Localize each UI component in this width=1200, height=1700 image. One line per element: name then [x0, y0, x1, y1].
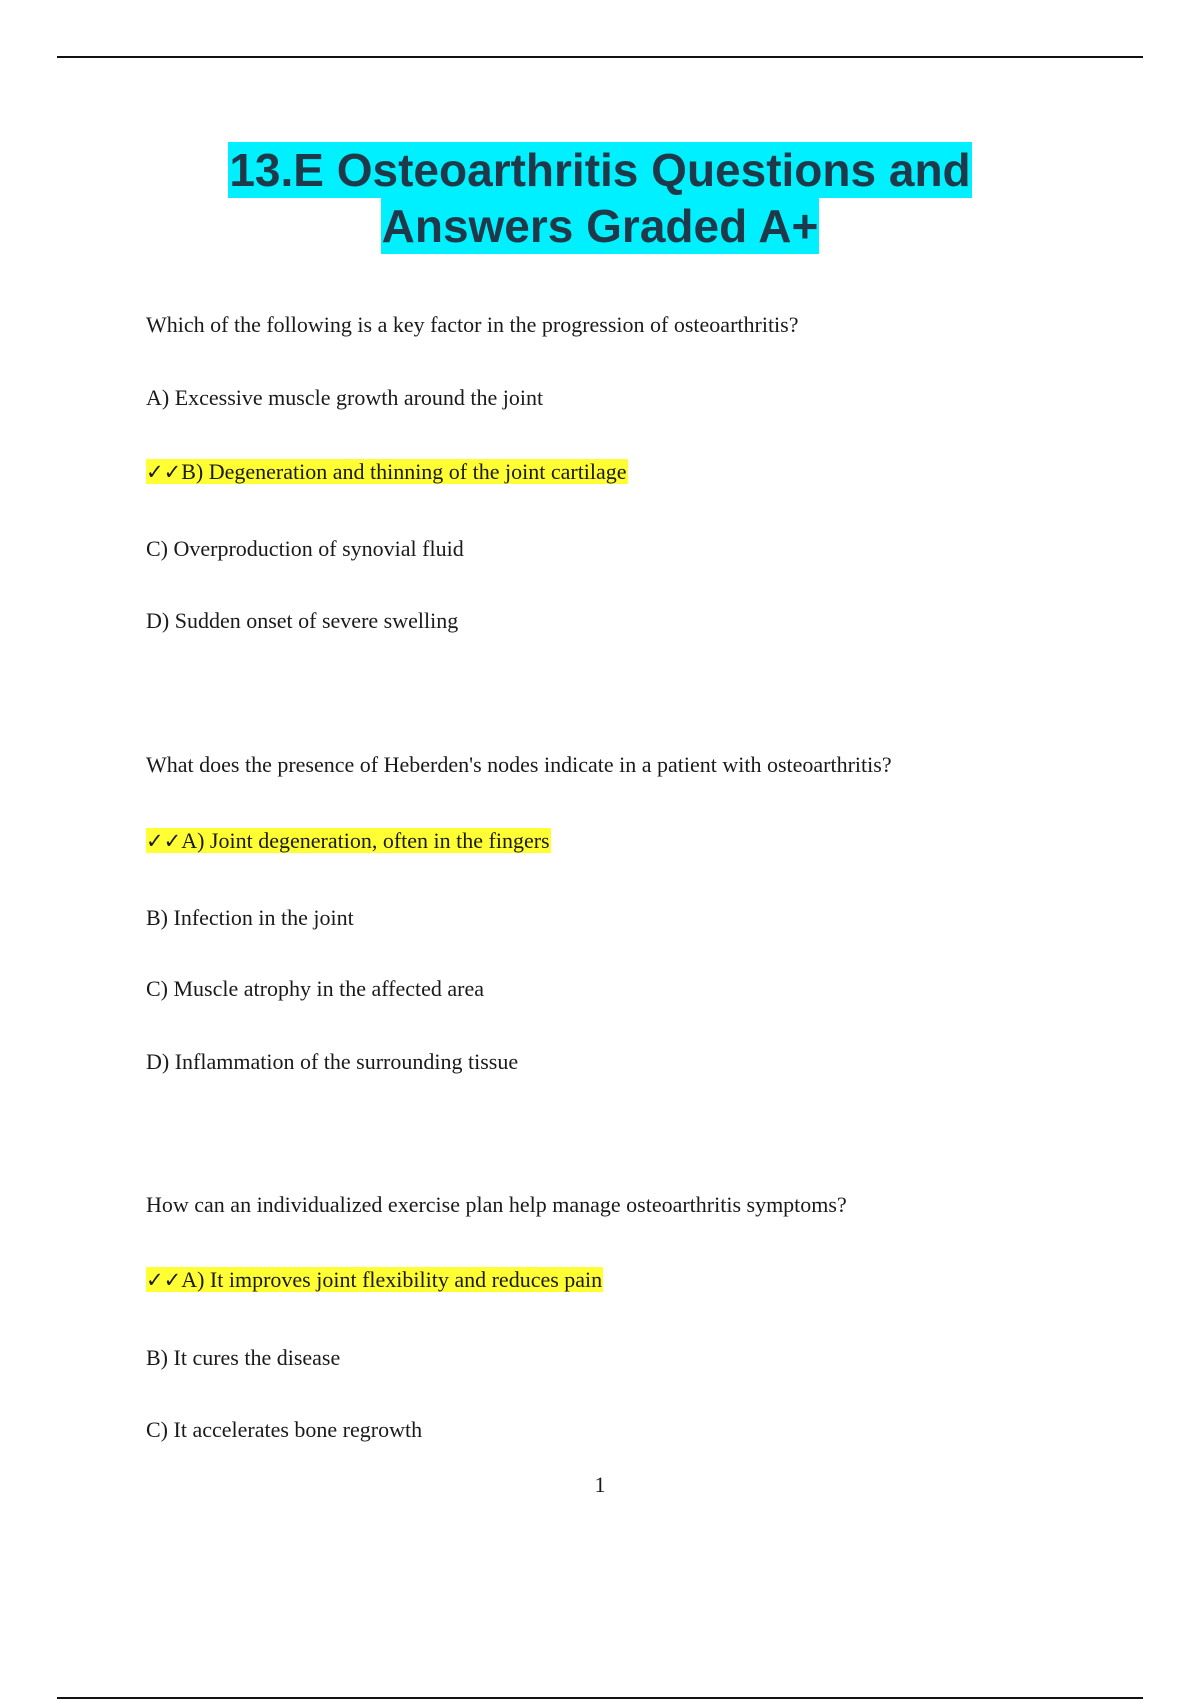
- correct-answer-option: [146, 1266, 603, 1294]
- answer-text: A) Joint degeneration, often in the fingers: [181, 828, 550, 853]
- document-title: [0, 142, 1200, 254]
- answer-option: D) Inflammation of the surrounding tissue: [146, 1049, 519, 1074]
- title-line-1: 13.E Osteoarthritis Questions and: [229, 144, 971, 196]
- answer-option: C) Muscle atrophy in the affected area: [146, 976, 485, 1001]
- check-mark-icon: ✓✓: [146, 460, 182, 484]
- answer-text: B) Degeneration and thinning of the joint cartilage: [181, 459, 627, 484]
- answer-option: B) Infection in the joint: [146, 905, 354, 930]
- bottom-rule: [57, 1697, 1143, 1699]
- answer-highlight: [146, 459, 628, 484]
- answer-option: C) It accelerates bone regrowth: [146, 1417, 423, 1442]
- answer-option: D) Sudden onset of severe swelling: [146, 608, 459, 633]
- question-prompt: What does the presence of Heberden's nodes indicate in a patient with osteoarthritis?: [146, 752, 892, 777]
- correct-answer-option: [146, 827, 551, 855]
- top-rule: [57, 56, 1143, 58]
- answer-option: B) It cures the disease: [146, 1345, 341, 1370]
- answer-highlight: [146, 828, 551, 853]
- answer-option: C) Overproduction of synovial fluid: [146, 536, 464, 561]
- correct-answer-option: [146, 458, 628, 486]
- answer-text: A) It improves joint flexibility and reduces pain: [181, 1267, 603, 1292]
- question-prompt: Which of the following is a key factor in the progression of osteoarthritis?: [146, 312, 799, 337]
- check-mark-icon: ✓✓: [146, 1268, 182, 1292]
- answer-option: A) Excessive muscle growth around the joint: [146, 385, 544, 410]
- answer-highlight: [146, 1267, 603, 1292]
- page-number: 1: [594, 1472, 606, 1497]
- check-mark-icon: ✓✓: [146, 829, 182, 853]
- title-line-2: Answers Graded A+: [381, 200, 819, 252]
- question-prompt: How can an individualized exercise plan help manage osteoarthritis symptoms?: [146, 1192, 847, 1217]
